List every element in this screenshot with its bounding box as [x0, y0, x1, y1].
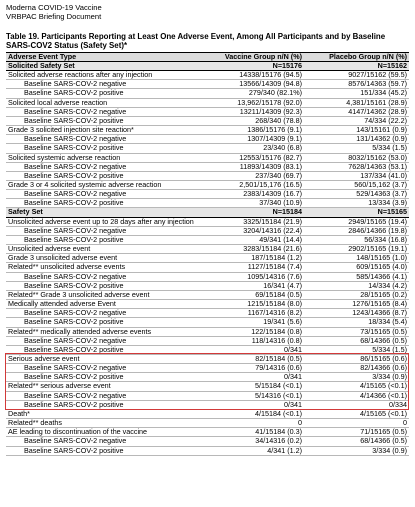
vaccine-value: 14338/15176 (94.5) — [199, 71, 304, 80]
row-label: Baseline SARS-COV-2 positive — [6, 199, 199, 208]
row-label: Related** serious adverse event — [6, 382, 199, 391]
vaccine-value: 1127/15184 (7.4) — [199, 263, 304, 272]
vaccine-value: 34/14316 (0.2) — [199, 437, 304, 446]
placebo-value: 1276/15165 (8.4) — [304, 300, 409, 309]
placebo-value: 137/334 (41.0) — [304, 171, 409, 180]
table-row — [6, 181, 409, 190]
placebo-value: 2902/15165 (19.1) — [304, 245, 409, 254]
table-row — [6, 272, 409, 281]
table-row — [6, 263, 409, 272]
table-row — [6, 162, 409, 171]
placebo-value: 28/15165 (0.2) — [304, 290, 409, 299]
table-row — [6, 254, 409, 263]
row-label: Baseline SARS-COV-2 negative — [6, 135, 199, 144]
placebo-value: 82/14366 (0.6) — [304, 364, 409, 373]
placebo-value: N=15165 — [304, 208, 409, 217]
row-label: Baseline SARS-COV-2 negative — [6, 364, 199, 373]
row-label: Baseline SARS-COV-2 positive — [6, 89, 199, 98]
table-row — [6, 199, 409, 208]
table-row — [6, 71, 409, 80]
row-label: Safety Set — [6, 208, 199, 217]
vaccine-value: 16/341 (4.7) — [199, 281, 304, 290]
placebo-value: 529/14363 (3.7) — [304, 190, 409, 199]
vaccine-value: N=15184 — [199, 208, 304, 217]
placebo-value: 18/334 (5.4) — [304, 318, 409, 327]
placebo-value: 151/334 (45.2) — [304, 89, 409, 98]
vaccine-value: 3283/15184 (21.6) — [199, 245, 304, 254]
col-header-placebo: Placebo Group n/N (%) — [304, 52, 409, 61]
section-row — [6, 61, 409, 70]
vaccine-value: 187/15184 (1.2) — [199, 254, 304, 263]
vaccine-value: 13,962/15178 (92.0) — [199, 98, 304, 107]
vaccine-value: 2,501/15,176 (16.5) — [199, 181, 304, 190]
vaccine-value: 37/340 (10.9) — [199, 199, 304, 208]
placebo-value: 86/15165 (0.6) — [304, 354, 409, 363]
table-row — [6, 98, 409, 107]
adverse-event-table — [6, 52, 409, 456]
table-header-row — [6, 52, 409, 61]
table-row — [6, 126, 409, 135]
section-row — [6, 208, 409, 217]
row-label: Baseline SARS-COV-2 positive — [6, 373, 199, 382]
row-label: Related** Grade 3 unsolicited adverse event — [6, 290, 199, 299]
vaccine-value: 13211/14309 (92.3) — [199, 107, 304, 116]
vaccine-value: 0/341 — [199, 373, 304, 382]
vaccine-value: 279/340 (82.1%) — [199, 89, 304, 98]
vaccine-value: 41/15184 (0.3) — [199, 428, 304, 437]
vaccine-value: 4/341 (1.2) — [199, 446, 304, 455]
vaccine-value: 5/15184 (<0.1) — [199, 382, 304, 391]
table-row — [6, 318, 409, 327]
doc-header-line2: VRBPAC Briefing Document — [6, 12, 102, 21]
vaccine-value: 0/341 — [199, 345, 304, 354]
placebo-value: 4/15165 (<0.1) — [304, 382, 409, 391]
row-label: Baseline SARS-COV-2 negative — [6, 391, 199, 400]
placebo-value: 71/15165 (0.5) — [304, 428, 409, 437]
vaccine-value: 1095/14316 (7.6) — [199, 272, 304, 281]
doc-header-line1: Moderna COVID-19 Vaccine — [6, 3, 102, 12]
row-label: Baseline SARS-COV-2 negative — [6, 80, 199, 89]
placebo-value: 5/334 (1.5) — [304, 144, 409, 153]
row-label: Grade 3 solicited injection site reaction* — [6, 126, 199, 135]
row-label: Unsolicited adverse event up to 28 days after any injection — [6, 217, 199, 226]
placebo-value: 14/334 (4.2) — [304, 281, 409, 290]
vaccine-value: 4/15184 (<0.1) — [199, 409, 304, 418]
placebo-value: 1243/14366 (8.7) — [304, 309, 409, 318]
placebo-value: 7628/14363 (53.1) — [304, 162, 409, 171]
vaccine-value: 82/15184 (0.5) — [199, 354, 304, 363]
placebo-value: 74/334 (22.2) — [304, 116, 409, 125]
table-row — [6, 382, 409, 391]
placebo-value: 2949/15165 (19.4) — [304, 217, 409, 226]
placebo-value: 73/15165 (0.5) — [304, 327, 409, 336]
vaccine-value: 23/340 (6.8) — [199, 144, 304, 153]
placebo-value: 4,381/15161 (28.9) — [304, 98, 409, 107]
row-label: Solicited Safety Set — [6, 61, 199, 70]
placebo-value: 3/334 (0.9) — [304, 373, 409, 382]
table-row — [6, 364, 409, 373]
placebo-value: 5/334 (1.5) — [304, 345, 409, 354]
table-row — [6, 171, 409, 180]
placebo-value: 3/334 (0.9) — [304, 446, 409, 455]
table-row — [6, 400, 409, 409]
row-label: Baseline SARS-COV-2 negative — [6, 272, 199, 281]
row-label: Grade 3 or 4 solicited systemic adverse reaction — [6, 181, 199, 190]
table-row — [6, 309, 409, 318]
row-label: Baseline SARS-COV-2 positive — [6, 235, 199, 244]
row-label: Baseline SARS-COV-2 negative — [6, 162, 199, 171]
table-row — [6, 107, 409, 116]
placebo-value: 143/15161 (0.9) — [304, 126, 409, 135]
table-row — [6, 80, 409, 89]
vaccine-value: 122/15184 (0.8) — [199, 327, 304, 336]
vaccine-value: 237/340 (69.7) — [199, 171, 304, 180]
placebo-value: 560/15,162 (3.7) — [304, 181, 409, 190]
row-label: Medically attended adverse Event — [6, 300, 199, 309]
table-row — [6, 144, 409, 153]
table-row — [6, 354, 409, 363]
placebo-value: 2846/14366 (19.8) — [304, 226, 409, 235]
placebo-value: 4/15165 (<0.1) — [304, 409, 409, 418]
placebo-value: 131/14362 (0.9) — [304, 135, 409, 144]
vaccine-value: 3204/14316 (22.4) — [199, 226, 304, 235]
placebo-value: 4/14366 (<0.1) — [304, 391, 409, 400]
table-row — [6, 190, 409, 199]
row-label: Baseline SARS-COV-2 negative — [6, 190, 199, 199]
vaccine-value: 13566/14309 (94.8) — [199, 80, 304, 89]
row-label: Serious adverse event — [6, 354, 199, 363]
row-label: Baseline SARS-COV-2 positive — [6, 116, 199, 125]
table-row — [6, 290, 409, 299]
vaccine-value: 1386/15176 (9.1) — [199, 126, 304, 135]
vaccine-value: 1307/14309 (9.1) — [199, 135, 304, 144]
row-label: Baseline SARS-COV-2 negative — [6, 107, 199, 116]
table-row — [6, 153, 409, 162]
vaccine-value: 118/14316 (0.8) — [199, 336, 304, 345]
placebo-value: 585/14366 (4.1) — [304, 272, 409, 281]
row-label: Baseline SARS-COV-2 negative — [6, 309, 199, 318]
table-row — [6, 245, 409, 254]
table-title: Table 19. Participants Reporting at Least One Adverse Event, Among All Participants and by Baseline SARS-COV2 Status (Safety Set)* — [6, 32, 386, 51]
table-row — [6, 135, 409, 144]
table-row — [6, 428, 409, 437]
row-label: AE leading to discontinuation of the vaccine — [6, 428, 199, 437]
row-label: Death* — [6, 409, 199, 418]
table-row — [6, 419, 409, 428]
table-row — [6, 235, 409, 244]
table-row — [6, 281, 409, 290]
placebo-value: 0/334 — [304, 400, 409, 409]
row-label: Grade 3 unsolicited adverse event — [6, 254, 199, 263]
row-label: Baseline SARS-COV-2 negative — [6, 437, 199, 446]
table-row — [6, 437, 409, 446]
row-label: Related** deaths — [6, 419, 199, 428]
placebo-value: 8032/15162 (53.0) — [304, 153, 409, 162]
placebo-value: 68/14366 (0.5) — [304, 336, 409, 345]
row-label: Solicited local adverse reaction — [6, 98, 199, 107]
row-label: Baseline SARS-COV-2 positive — [6, 281, 199, 290]
placebo-value: 0 — [304, 419, 409, 428]
table-body — [6, 61, 409, 455]
row-label: Related** medically attended adverse events — [6, 327, 199, 336]
table-row — [6, 327, 409, 336]
row-label: Related** unsolicited adverse events — [6, 263, 199, 272]
table-row — [6, 116, 409, 125]
placebo-value: N=15162 — [304, 61, 409, 70]
vaccine-value: 2383/14309 (16.7) — [199, 190, 304, 199]
table-row — [6, 446, 409, 455]
table-row — [6, 217, 409, 226]
row-label: Baseline SARS-COV-2 positive — [6, 400, 199, 409]
vaccine-value: 268/340 (78.8) — [199, 116, 304, 125]
row-label: Solicited adverse reactions after any injection — [6, 71, 199, 80]
vaccine-value: 1215/15184 (8.0) — [199, 300, 304, 309]
placebo-value: 13/334 (3.9) — [304, 199, 409, 208]
row-label: Baseline SARS-COV-2 positive — [6, 171, 199, 180]
vaccine-value: N=15176 — [199, 61, 304, 70]
table-row — [6, 345, 409, 354]
table-row — [6, 391, 409, 400]
row-label: Solicited systemic adverse reaction — [6, 153, 199, 162]
vaccine-value: 3325/15184 (21.9) — [199, 217, 304, 226]
table-row — [6, 300, 409, 309]
vaccine-value: 69/15184 (0.5) — [199, 290, 304, 299]
row-label: Baseline SARS-COV-2 positive — [6, 345, 199, 354]
row-label: Baseline SARS-COV-2 positive — [6, 446, 199, 455]
table-row — [6, 336, 409, 345]
col-header-vaccine: Vaccine Group n/N (%) — [199, 52, 304, 61]
table-row — [6, 226, 409, 235]
table-row — [6, 409, 409, 418]
row-label: Baseline SARS-COV-2 negative — [6, 226, 199, 235]
vaccine-value: 12553/15176 (82.7) — [199, 153, 304, 162]
vaccine-value: 0/341 — [199, 400, 304, 409]
placebo-value: 56/334 (16.8) — [304, 235, 409, 244]
placebo-value: 9027/15162 (59.5) — [304, 71, 409, 80]
vaccine-value: 5/14316 (<0.1) — [199, 391, 304, 400]
vaccine-value: 11893/14309 (83.1) — [199, 162, 304, 171]
table-row — [6, 373, 409, 382]
col-header-event-type: Adverse Event Type — [6, 52, 199, 61]
placebo-value: 68/14366 (0.5) — [304, 437, 409, 446]
placebo-value: 8576/14363 (59.7) — [304, 80, 409, 89]
vaccine-value: 49/341 (14.4) — [199, 235, 304, 244]
row-label: Baseline SARS-COV-2 negative — [6, 336, 199, 345]
placebo-value: 609/15165 (4.0) — [304, 263, 409, 272]
table-row — [6, 89, 409, 98]
row-label: Unsolicited adverse event — [6, 245, 199, 254]
placebo-value: 148/15165 (1.0) — [304, 254, 409, 263]
vaccine-value: 0 — [199, 419, 304, 428]
row-label: Baseline SARS-COV-2 positive — [6, 144, 199, 153]
placebo-value: 4147/14362 (28.9) — [304, 107, 409, 116]
vaccine-value: 1167/14316 (8.2) — [199, 309, 304, 318]
vaccine-value: 79/14316 (0.6) — [199, 364, 304, 373]
row-label: Baseline SARS-COV-2 positive — [6, 318, 199, 327]
vaccine-value: 19/341 (5.6) — [199, 318, 304, 327]
